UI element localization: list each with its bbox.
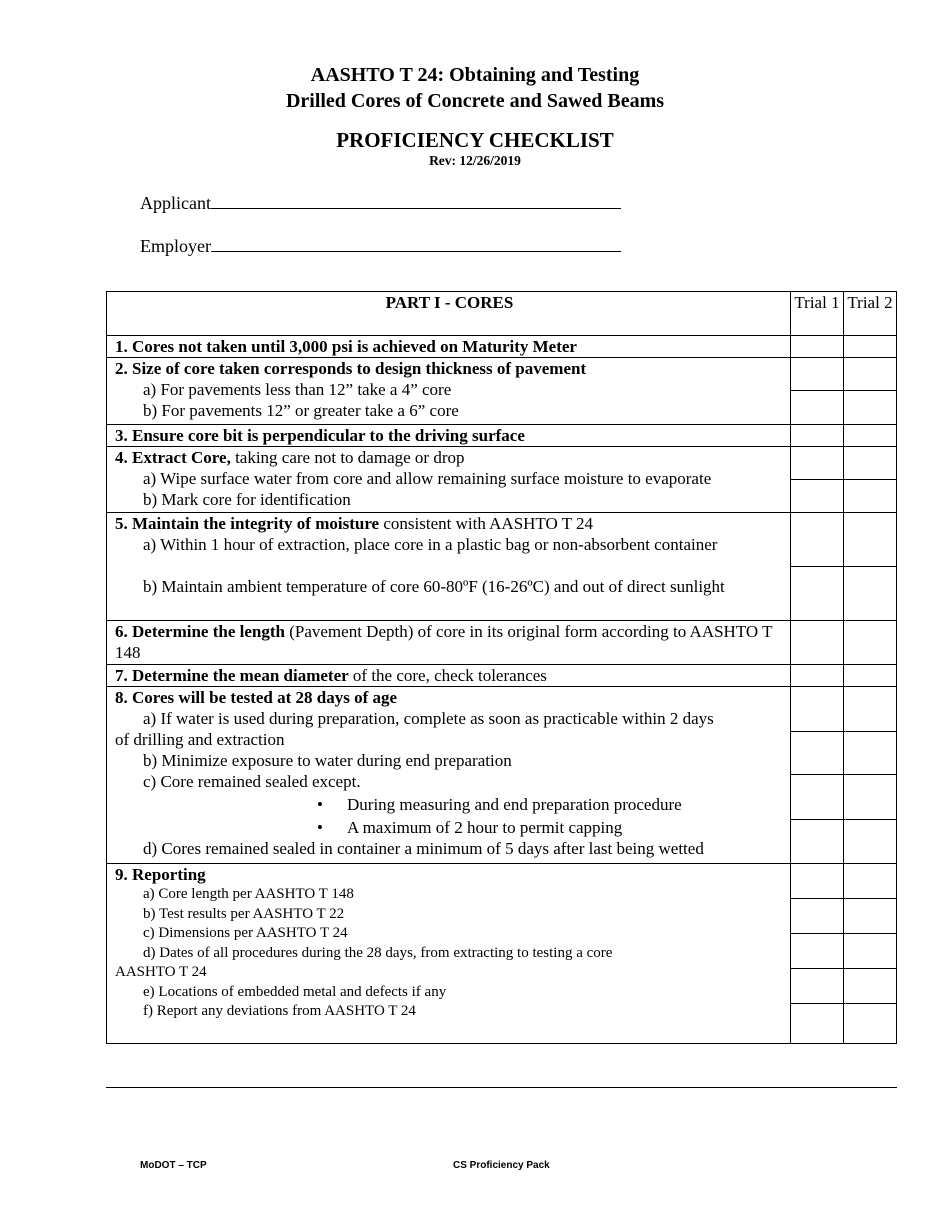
trial-2-box[interactable]: [844, 425, 897, 447]
footer-left: MoDOT – TCP: [140, 1160, 207, 1171]
trial-1-box[interactable]: [791, 513, 844, 567]
item-5-rest: consistent with AASHTO T 24: [379, 514, 594, 533]
applicant-input-line[interactable]: [211, 192, 621, 209]
trial-1-box[interactable]: [791, 480, 844, 513]
item-6: [107, 621, 791, 665]
trial-2-box[interactable]: [844, 775, 897, 820]
trial-1-box[interactable]: [791, 358, 844, 391]
item-4b: b) Mark core for identification: [143, 490, 351, 509]
item-8: [107, 687, 791, 864]
applicant-label: Applicant: [140, 193, 211, 213]
title-line-1: AASHTO T 24: Obtaining and Testing: [310, 64, 640, 86]
item-6-bold: 6. Determine the length: [115, 622, 285, 641]
trial-1-box[interactable]: [791, 567, 844, 621]
proficiency-checklist-table: [106, 291, 897, 1044]
item-9a: a) Core length per AASHTO T 148: [143, 886, 354, 902]
trial-2-box[interactable]: [844, 732, 897, 775]
trial-1-box[interactable]: [791, 447, 844, 480]
item-7-bold: 7. Determine the mean diameter: [115, 666, 349, 685]
item-8-title: 8. Cores will be tested at 28 days of age: [115, 688, 398, 707]
trial-2-box[interactable]: [844, 621, 897, 665]
item-8c-bullet-1: • During measuring and end preparation procedure: [115, 792, 784, 815]
trial-1-box[interactable]: [791, 425, 844, 447]
item-5-title: [115, 513, 784, 534]
item-2a: a) For pavements less than 12” take a 4” core: [143, 380, 452, 399]
item-4a: a) Wipe surface water from core and allow remaining surface moisture to evaporate: [143, 469, 712, 488]
trial-2-box[interactable]: [844, 899, 897, 934]
item-9-title: 9. Reporting: [115, 865, 206, 884]
item-2-title: 2. Size of core taken corresponds to design thickness of pavement: [115, 359, 587, 378]
trial-1-box[interactable]: [791, 1004, 844, 1044]
item-9f: f) Report any deviations from AASHTO T 24: [143, 1003, 416, 1019]
item-4-bold: 4. Extract Core,: [115, 448, 231, 467]
item-9: [107, 864, 791, 1044]
item-5: [107, 513, 791, 621]
part-title: PART I - CORES: [107, 292, 791, 336]
item-5b: b) Maintain ambient temperature of core 60-80ºF (16-26ºC) and out of direct sunlight: [143, 577, 725, 596]
trial-2-box[interactable]: [844, 480, 897, 513]
item-9c: c) Dimensions per AASHTO T 24: [143, 925, 348, 941]
trial-1-box[interactable]: [791, 934, 844, 969]
footer-divider: [106, 1087, 897, 1088]
trial-2-box[interactable]: [844, 1004, 897, 1044]
trial-2-box[interactable]: [844, 687, 897, 732]
item-8d: d) Cores remained sealed in container a minimum of 5 days after last being wetted: [143, 839, 704, 858]
item-4-rest: taking care not to damage or drop: [230, 448, 465, 467]
trial-1-box[interactable]: [791, 864, 844, 899]
footer-center: CS Proficiency Pack: [453, 1160, 550, 1171]
title-line-2: Drilled Cores of Concrete and Sawed Beams: [285, 90, 665, 112]
trial-2-box[interactable]: [844, 447, 897, 480]
trial-1-box[interactable]: [791, 336, 844, 358]
trial-1-box[interactable]: [791, 775, 844, 820]
trial-1-box[interactable]: [791, 391, 844, 425]
item-7-rest: of the core, check tolerances: [348, 666, 547, 685]
trial-2-box[interactable]: [844, 665, 897, 687]
checklist-title: PROFICIENCY CHECKLIST: [336, 128, 614, 152]
employer-label: Employer: [140, 236, 211, 256]
trial-2-box[interactable]: [844, 820, 897, 864]
trial-1-box[interactable]: [791, 687, 844, 732]
item-9d-line-2: AASHTO T 24: [115, 964, 207, 980]
trial-1-box[interactable]: [791, 621, 844, 665]
trial-2-box[interactable]: [844, 567, 897, 621]
item-8c: c) Core remained sealed except.: [143, 772, 361, 791]
trial-2-header: Trial 2: [844, 292, 897, 336]
item-2: [107, 358, 791, 425]
item-5a: a) Within 1 hour of extraction, place core in a plastic bag or non-absorbent container: [143, 535, 718, 554]
item-9b: b) Test results per AASHTO T 22: [143, 905, 345, 922]
trial-1-box[interactable]: [791, 820, 844, 864]
trial-2-box[interactable]: [844, 391, 897, 425]
trial-1-box[interactable]: [791, 969, 844, 1004]
item-7: [107, 665, 791, 687]
trial-1-box[interactable]: [791, 899, 844, 934]
item-6-rest: (Pavement Depth) of core in its original form according to AASHTO T 148: [115, 622, 773, 662]
trial-2-box[interactable]: [844, 934, 897, 969]
trial-2-box[interactable]: [844, 969, 897, 1004]
trial-1-header: Trial 1: [791, 292, 844, 336]
item-9e: e) Locations of embedded metal and defects if any: [143, 983, 447, 1000]
trial-2-box[interactable]: [844, 513, 897, 567]
item-9d-line-1: d) Dates of all procedures during the 28 days, from extracting to testing a core: [143, 944, 613, 961]
item-1: 1. Cores not taken until 3,000 psi is achieved on Maturity Meter: [107, 336, 791, 358]
item-5-bold: 5. Maintain the integrity of moisture: [115, 514, 380, 533]
trial-2-box[interactable]: [844, 336, 897, 358]
employer-input-line[interactable]: [211, 235, 621, 252]
trial-2-box[interactable]: [844, 864, 897, 899]
item-8a-line-1: a) If water is used during preparation, complete as soon as practicable within 2 days: [143, 709, 714, 728]
item-2b: b) For pavements 12” or greater take a 6” core: [143, 401, 459, 420]
item-8c-bullet-2: • A maximum of 2 hour to permit capping: [115, 815, 784, 838]
item-4: [107, 447, 791, 513]
revision-date: Rev: 12/26/2019: [429, 153, 521, 168]
item-8b: b) Minimize exposure to water during end preparation: [143, 751, 512, 770]
employer-field: [140, 235, 621, 257]
trial-2-box[interactable]: [844, 358, 897, 391]
applicant-field: [140, 192, 621, 214]
item-8a-line-2: of drilling and extraction: [115, 730, 285, 749]
trial-1-box[interactable]: [791, 732, 844, 775]
item-3: 3. Ensure core bit is perpendicular to the driving surface: [107, 425, 791, 447]
item-4-title: [115, 447, 784, 468]
trial-1-box[interactable]: [791, 665, 844, 687]
